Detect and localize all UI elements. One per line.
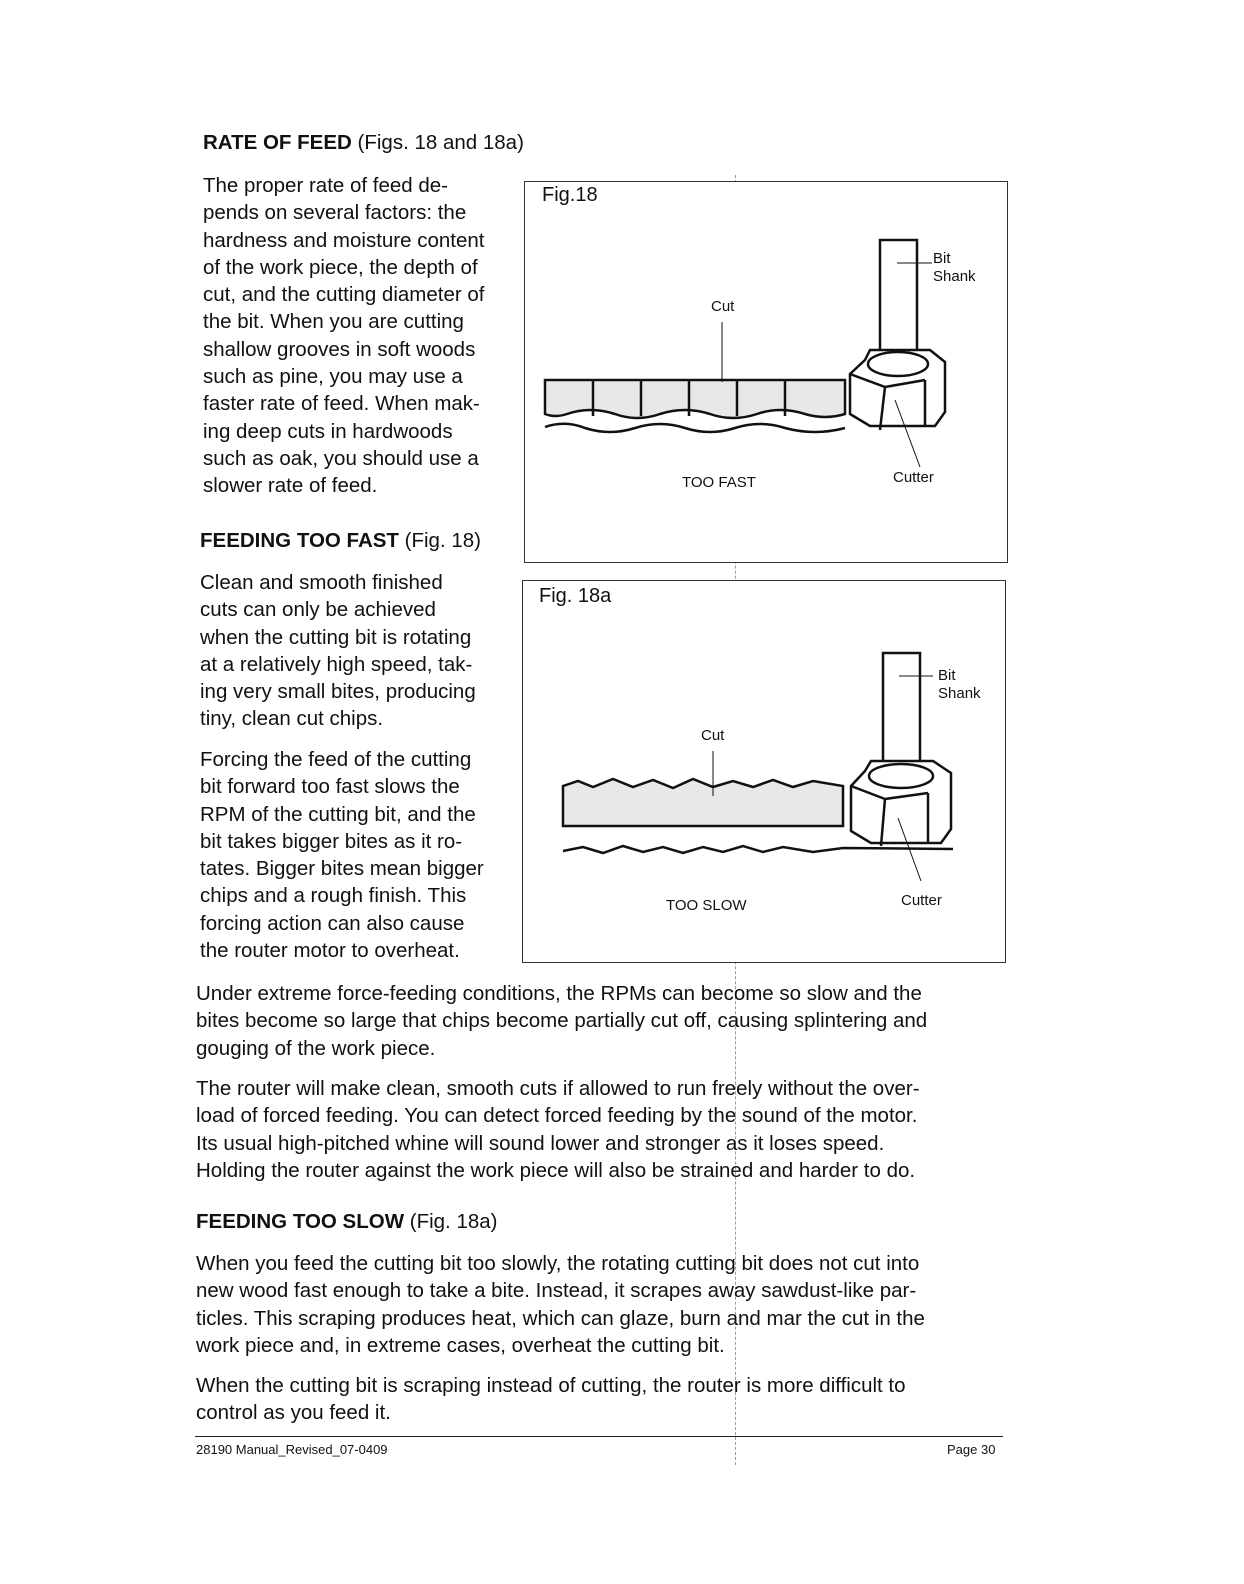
- bit-text: Bit: [938, 667, 956, 684]
- cutter-label: Cutter: [901, 892, 942, 909]
- too-slow-para-1: [196, 1250, 925, 1359]
- rate-of-feed-text: [203, 172, 484, 500]
- text-line: Clean and smooth finished: [200, 571, 443, 594]
- text-line: hardness and moisture content: [203, 228, 485, 252]
- heading-title: RATE OF FEED: [203, 131, 352, 154]
- heading-title: FEEDING TOO FAST: [200, 529, 399, 552]
- text-line: chips and a rough finish. This: [200, 884, 467, 908]
- text-line: the router motor to overheat.: [200, 939, 460, 963]
- too-fast-para-3: [196, 980, 927, 1062]
- bit-label: [933, 250, 976, 286]
- bit-label: [938, 667, 981, 703]
- figure-label: Fig.18: [542, 184, 598, 206]
- too-fast-para-4: [196, 1075, 920, 1184]
- heading-title: FEEDING TOO SLOW: [196, 1210, 405, 1233]
- text-line: such as pine, you may use a: [203, 365, 463, 389]
- text-line: tiny, clean cut chips.: [200, 707, 384, 731]
- footer-rule: [195, 1436, 1003, 1437]
- cut-label: Cut: [711, 298, 735, 315]
- text-line: forcing action can also cause: [200, 911, 465, 935]
- figure-label: Fig. 18a: [539, 585, 612, 607]
- text-line: load of forced feeding. You can detect forced feeding by the sound of the motor.: [196, 1104, 918, 1128]
- text-line: bit takes bigger bites as it ro-: [200, 829, 463, 853]
- figure-18a: [522, 580, 1006, 963]
- text-line: Forcing the feed of the cutting: [200, 748, 472, 771]
- text-line: slower rate of feed.: [203, 474, 378, 498]
- cut-label: Cut: [701, 727, 725, 744]
- rate-of-feed-heading: [203, 131, 524, 155]
- too-fast-para-1: [200, 569, 476, 733]
- text-line: work piece and, in extreme cases, overheat the cutting bit.: [196, 1333, 725, 1357]
- text-line: pends on several factors: the: [203, 201, 467, 225]
- text-line: the bit. When you are cutting: [203, 310, 464, 334]
- text-line: of the work piece, the depth of: [203, 255, 478, 279]
- text-line: cuts can only be achieved: [200, 598, 436, 622]
- text-line: gouging of the work piece.: [196, 1036, 436, 1060]
- too-fast-caption: TOO FAST: [682, 474, 756, 491]
- text-line: The router will make clean, smooth cuts if allowed to run freely without the over-: [196, 1077, 920, 1100]
- text-line: control as you feed it.: [196, 1401, 391, 1425]
- feeding-too-slow-heading: [196, 1210, 497, 1234]
- figure-18: [524, 181, 1008, 563]
- text-line: cut, and the cutting diameter of: [203, 283, 485, 307]
- feeding-too-fast-heading: [200, 529, 481, 553]
- text-line: such as oak, you should use a: [203, 446, 479, 470]
- text-line: When you feed the cutting bit too slowly, the rotating cutting bit does not cut into: [196, 1252, 920, 1275]
- heading-ref: (Fig. 18a): [404, 1210, 498, 1233]
- text-line: shallow grooves in soft woods: [203, 337, 476, 361]
- too-fast-para-2: [200, 746, 484, 964]
- shank-text: Shank: [938, 685, 981, 702]
- footer-document-id: 28190 Manual_Revised_07-0409: [196, 1442, 388, 1457]
- router-bit-too-fast-illustration: [525, 182, 1007, 562]
- text-line: bit forward too fast slows the: [200, 775, 460, 799]
- text-line: ing deep cuts in hardwoods: [203, 419, 453, 443]
- cutter-label: Cutter: [893, 469, 934, 486]
- text-line: when the cutting bit is rotating: [200, 625, 472, 649]
- text-line: Its usual high-pitched whine will sound lower and stronger as it loses speed.: [196, 1131, 885, 1155]
- text-line: tates. Bigger bites mean bigger: [200, 857, 484, 881]
- too-slow-caption: TOO SLOW: [666, 897, 747, 914]
- text-line: at a relatively high speed, tak-: [200, 652, 473, 676]
- heading-ref: (Fig. 18): [398, 529, 481, 552]
- bit-text: Bit: [933, 250, 951, 267]
- text-line: new wood fast enough to take a bite. Instead, it scrapes away sawdust-like par-: [196, 1279, 917, 1303]
- text-line: The proper rate of feed de-: [203, 174, 449, 197]
- text-line: bites become so large that chips become partially cut off, causing splintering and: [196, 1009, 928, 1033]
- text-line: ticles. This scraping produces heat, which can glaze, burn and mar the cut in the: [196, 1306, 925, 1330]
- text-line: Under extreme force-feeding conditions, the RPMs can become so slow and the: [196, 982, 922, 1005]
- text-line: faster rate of feed. When mak-: [203, 392, 480, 416]
- text-line: Holding the router against the work piece will also be strained and harder to do.: [196, 1158, 916, 1182]
- too-slow-para-2: [196, 1372, 906, 1427]
- page-number: Page 30: [947, 1442, 996, 1457]
- text-line: RPM of the cutting bit, and the: [200, 802, 476, 826]
- shank-text: Shank: [933, 268, 976, 285]
- heading-ref: (Figs. 18 and 18a): [351, 131, 524, 154]
- text-line: When the cutting bit is scraping instead of cutting, the router is more difficult to: [196, 1374, 906, 1397]
- text-line: ing very small bites, producing: [200, 680, 476, 704]
